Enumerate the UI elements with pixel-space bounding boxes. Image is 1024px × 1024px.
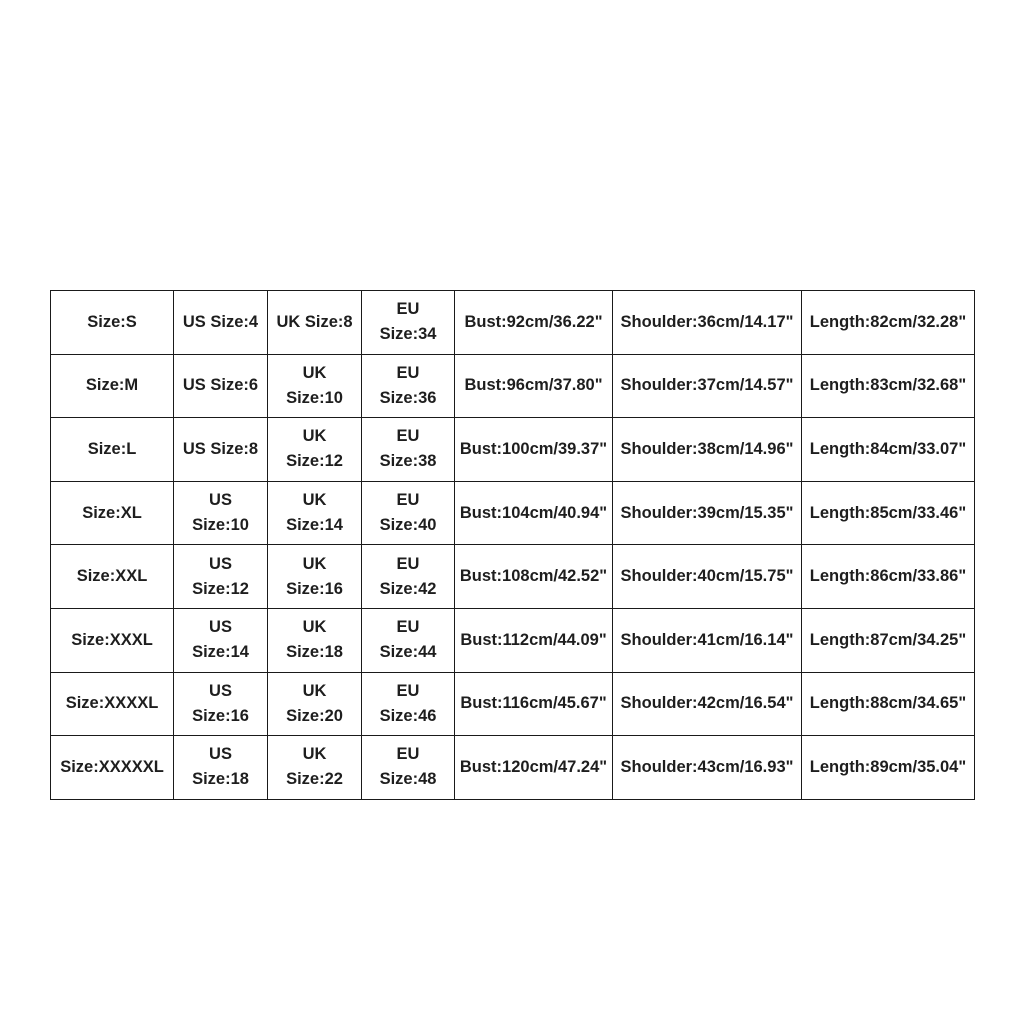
shoulder-cell: Shoulder:37cm/14.57" [613,354,802,418]
us-size-cell: US Size:10 [174,481,268,545]
eu-size-cell: EU Size:46 [362,672,455,736]
uk-size-cell: UK Size:22 [268,736,362,800]
shoulder-cell: Shoulder:39cm/15.35" [613,481,802,545]
length-cell: Length:83cm/32.68" [802,354,975,418]
uk-size-cell: UK Size:10 [268,354,362,418]
table-row [51,291,975,355]
size-chart-body [51,291,975,800]
eu-size-cell: EU Size:48 [362,736,455,800]
length-cell: Length:89cm/35.04" [802,736,975,800]
bust-cell: Bust:104cm/40.94" [455,481,613,545]
us-size-cell: US Size:18 [174,736,268,800]
length-cell: Length:87cm/34.25" [802,608,975,672]
us-size-cell: US Size:8 [174,418,268,482]
eu-size-cell: EU Size:34 [362,291,455,355]
bust-cell: Bust:100cm/39.37" [455,418,613,482]
uk-size-cell: UK Size:8 [268,291,362,355]
table-row [51,418,975,482]
table-row [51,608,975,672]
eu-size-cell: EU Size:38 [362,418,455,482]
size-cell: Size:M [51,354,174,418]
us-size-cell: US Size:14 [174,608,268,672]
size-cell: Size:L [51,418,174,482]
eu-size-cell: EU Size:44 [362,608,455,672]
bust-cell: Bust:116cm/45.67" [455,672,613,736]
length-cell: Length:86cm/33.86" [802,545,975,609]
size-cell: Size:XXL [51,545,174,609]
shoulder-cell: Shoulder:36cm/14.17" [613,291,802,355]
size-cell: Size:S [51,291,174,355]
size-chart-table [50,290,975,800]
table-row [51,672,975,736]
size-cell: Size:XXXL [51,608,174,672]
uk-size-cell: UK Size:16 [268,545,362,609]
length-cell: Length:82cm/32.28" [802,291,975,355]
table-row [51,354,975,418]
length-cell: Length:85cm/33.46" [802,481,975,545]
bust-cell: Bust:96cm/37.80" [455,354,613,418]
size-cell: Size:XXXXXL [51,736,174,800]
shoulder-cell: Shoulder:42cm/16.54" [613,672,802,736]
bust-cell: Bust:120cm/47.24" [455,736,613,800]
shoulder-cell: Shoulder:38cm/14.96" [613,418,802,482]
shoulder-cell: Shoulder:41cm/16.14" [613,608,802,672]
bust-cell: Bust:112cm/44.09" [455,608,613,672]
bust-cell: Bust:108cm/42.52" [455,545,613,609]
size-cell: Size:XL [51,481,174,545]
table-row [51,545,975,609]
uk-size-cell: UK Size:12 [268,418,362,482]
length-cell: Length:88cm/34.65" [802,672,975,736]
length-cell: Length:84cm/33.07" [802,418,975,482]
shoulder-cell: Shoulder:40cm/15.75" [613,545,802,609]
us-size-cell: US Size:4 [174,291,268,355]
us-size-cell: US Size:16 [174,672,268,736]
shoulder-cell: Shoulder:43cm/16.93" [613,736,802,800]
us-size-cell: US Size:12 [174,545,268,609]
table-row [51,736,975,800]
eu-size-cell: EU Size:42 [362,545,455,609]
uk-size-cell: UK Size:20 [268,672,362,736]
bust-cell: Bust:92cm/36.22" [455,291,613,355]
uk-size-cell: UK Size:18 [268,608,362,672]
us-size-cell: US Size:6 [174,354,268,418]
eu-size-cell: EU Size:36 [362,354,455,418]
eu-size-cell: EU Size:40 [362,481,455,545]
uk-size-cell: UK Size:14 [268,481,362,545]
table-row [51,481,975,545]
size-cell: Size:XXXXL [51,672,174,736]
